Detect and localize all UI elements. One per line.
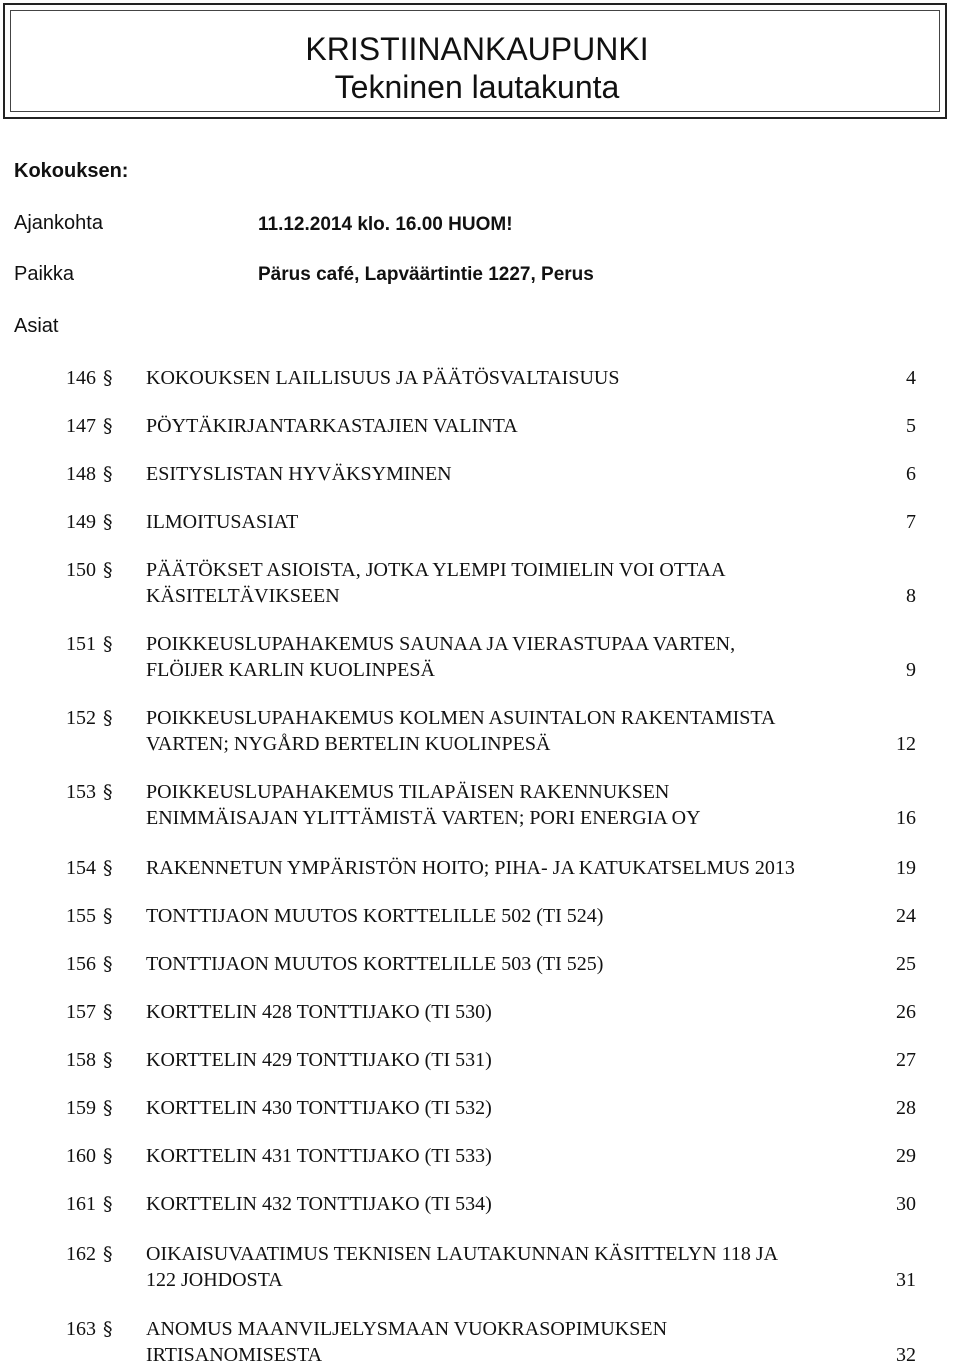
- agenda-item-number: 152: [66, 707, 96, 729]
- agenda-item-page: 29: [896, 1145, 916, 1167]
- agenda-item-title: ANOMUS MAANVILJELYSMAAN VUOKRASOPIMUKSEN: [146, 1318, 668, 1340]
- agenda-item-title: ESITYSLISTAN HYVÄKSYMINEN: [146, 463, 452, 485]
- agenda-item-page: 7: [906, 511, 916, 533]
- agenda-item-title: KOKOUKSEN LAILLISUUS JA PÄÄTÖSVALTAISUUS: [146, 367, 620, 389]
- document-header: [3, 3, 947, 119]
- agenda-item-title: POIKKEUSLUPAHAKEMUS KOLMEN ASUINTALON RAKENTAMISTA: [146, 707, 776, 729]
- section-symbol: §: [103, 1193, 113, 1215]
- agenda-item-page: 4: [906, 367, 916, 389]
- agenda-item-number: 155: [66, 905, 96, 927]
- agenda-item-number: 150: [66, 559, 96, 581]
- agenda-item-page: 27: [896, 1049, 916, 1071]
- agenda-item-number: 151: [66, 633, 96, 655]
- agenda-item-page: 25: [896, 953, 916, 975]
- agenda-item-title: PÄÄTÖKSET ASIOISTA, JOTKA YLEMPI TOIMIELIN VOI OTTAA: [146, 559, 726, 581]
- items-label: Asiat: [14, 315, 59, 337]
- section-symbol: §: [103, 633, 113, 655]
- place-value: Pärus café, Lapväärtintie 1227, Perus: [258, 264, 594, 285]
- agenda-item-title: TONTTIJAON MUUTOS KORTTELILLE 502 (TI 524): [146, 905, 604, 927]
- agenda-item-number: 156: [66, 953, 96, 975]
- place-label: Paikka: [14, 263, 75, 285]
- section-symbol: §: [103, 1318, 113, 1340]
- agenda-item-page: 5: [906, 415, 916, 437]
- section-symbol: §: [103, 707, 113, 729]
- agenda-item-title: OIKAISUVAATIMUS TEKNISEN LAUTAKUNNAN KÄSITTELYN 118 JA: [146, 1243, 779, 1265]
- agenda-item-number: 153: [66, 781, 96, 803]
- section-symbol: §: [103, 953, 113, 975]
- section-symbol: §: [103, 367, 113, 389]
- agenda-item-title: 122 JOHDOSTA: [146, 1269, 283, 1291]
- agenda-item-title: KORTTELIN 431 TONTTIJAKO (TI 533): [146, 1145, 492, 1167]
- agenda-item-title: ENIMMÄISAJAN YLITTÄMISTÄ VARTEN; PORI ENERGIA OY: [146, 807, 701, 829]
- agenda-item-title: POIKKEUSLUPAHAKEMUS TILAPÄISEN RAKENNUKSEN: [146, 781, 670, 803]
- agenda-item-number: 158: [66, 1049, 96, 1071]
- agenda-item-number: 154: [66, 857, 96, 879]
- agenda-item-page: 30: [896, 1193, 916, 1215]
- agenda-item-page: 26: [896, 1001, 916, 1023]
- section-symbol: §: [103, 511, 113, 533]
- agenda-item-number: 146: [66, 367, 96, 389]
- agenda-item-title: PÖYTÄKIRJANTARKASTAJIEN VALINTA: [146, 415, 518, 437]
- agenda-item-title: IRTISANOMISESTA: [146, 1344, 323, 1366]
- agenda-item-title: VARTEN; NYGÅRD BERTELIN KUOLINPESÄ: [146, 733, 551, 755]
- section-symbol: §: [103, 1049, 113, 1071]
- page-subtitle: Tekninen lautakunta: [334, 69, 620, 105]
- meeting-heading: Kokouksen:: [14, 160, 129, 182]
- agenda-item-title: RAKENNETUN YMPÄRISTÖN HOITO; PIHA- JA KATUKATSELMUS 2013: [146, 857, 795, 879]
- agenda-item-title: KORTTELIN 429 TONTTIJAKO (TI 531): [146, 1049, 492, 1071]
- page-title: KRISTIINANKAUPUNKI: [305, 31, 649, 67]
- agenda-item-page: 28: [896, 1097, 916, 1119]
- agenda-item-number: 148: [66, 463, 96, 485]
- time-value: 11.12.2014 klo. 16.00 HUOM!: [258, 214, 513, 235]
- agenda-item-number: 160: [66, 1145, 96, 1167]
- agenda-item-page: 24: [896, 905, 916, 927]
- agenda-item-number: 163: [66, 1318, 96, 1340]
- agenda-item-page: 9: [906, 659, 916, 681]
- time-label: Ajankohta: [14, 212, 103, 234]
- section-symbol: §: [103, 1145, 113, 1167]
- section-symbol: §: [103, 781, 113, 803]
- section-symbol: §: [103, 415, 113, 437]
- agenda-item-page: 32: [896, 1344, 916, 1366]
- agenda-item-page: 8: [906, 585, 916, 607]
- agenda-item-number: 147: [66, 415, 96, 437]
- agenda-item-page: 31: [896, 1269, 916, 1291]
- agenda-item-title: FLÖIJER KARLIN KUOLINPESÄ: [146, 659, 435, 681]
- agenda-item-page: 6: [906, 463, 916, 485]
- agenda-item-page: 12: [896, 733, 916, 755]
- section-symbol: §: [103, 1097, 113, 1119]
- agenda-item-number: 159: [66, 1097, 96, 1119]
- agenda-item-title: ILMOITUSASIAT: [146, 511, 299, 533]
- agenda-item-title: POIKKEUSLUPAHAKEMUS SAUNAA JA VIERASTUPAA VARTEN,: [146, 633, 736, 655]
- agenda-item-title: KÄSITELTÄVIKSEEN: [146, 585, 340, 607]
- section-symbol: §: [103, 857, 113, 879]
- agenda-item-title: KORTTELIN 430 TONTTIJAKO (TI 532): [146, 1097, 492, 1119]
- agenda-item-number: 162: [66, 1243, 96, 1265]
- section-symbol: §: [103, 905, 113, 927]
- agenda-item-title: KORTTELIN 432 TONTTIJAKO (TI 534): [146, 1193, 492, 1215]
- agenda-item-title: KORTTELIN 428 TONTTIJAKO (TI 530): [146, 1001, 492, 1023]
- section-symbol: §: [103, 463, 113, 485]
- section-symbol: §: [103, 1243, 113, 1265]
- agenda-item-number: 149: [66, 511, 96, 533]
- section-symbol: §: [103, 559, 113, 581]
- agenda-item-number: 161: [66, 1193, 96, 1215]
- agenda-item-page: 16: [896, 807, 916, 829]
- section-symbol: §: [103, 1001, 113, 1023]
- agenda-item-number: 157: [66, 1001, 96, 1023]
- agenda-item-page: 19: [896, 857, 916, 879]
- agenda-item-title: TONTTIJAON MUUTOS KORTTELILLE 503 (TI 525): [146, 953, 604, 975]
